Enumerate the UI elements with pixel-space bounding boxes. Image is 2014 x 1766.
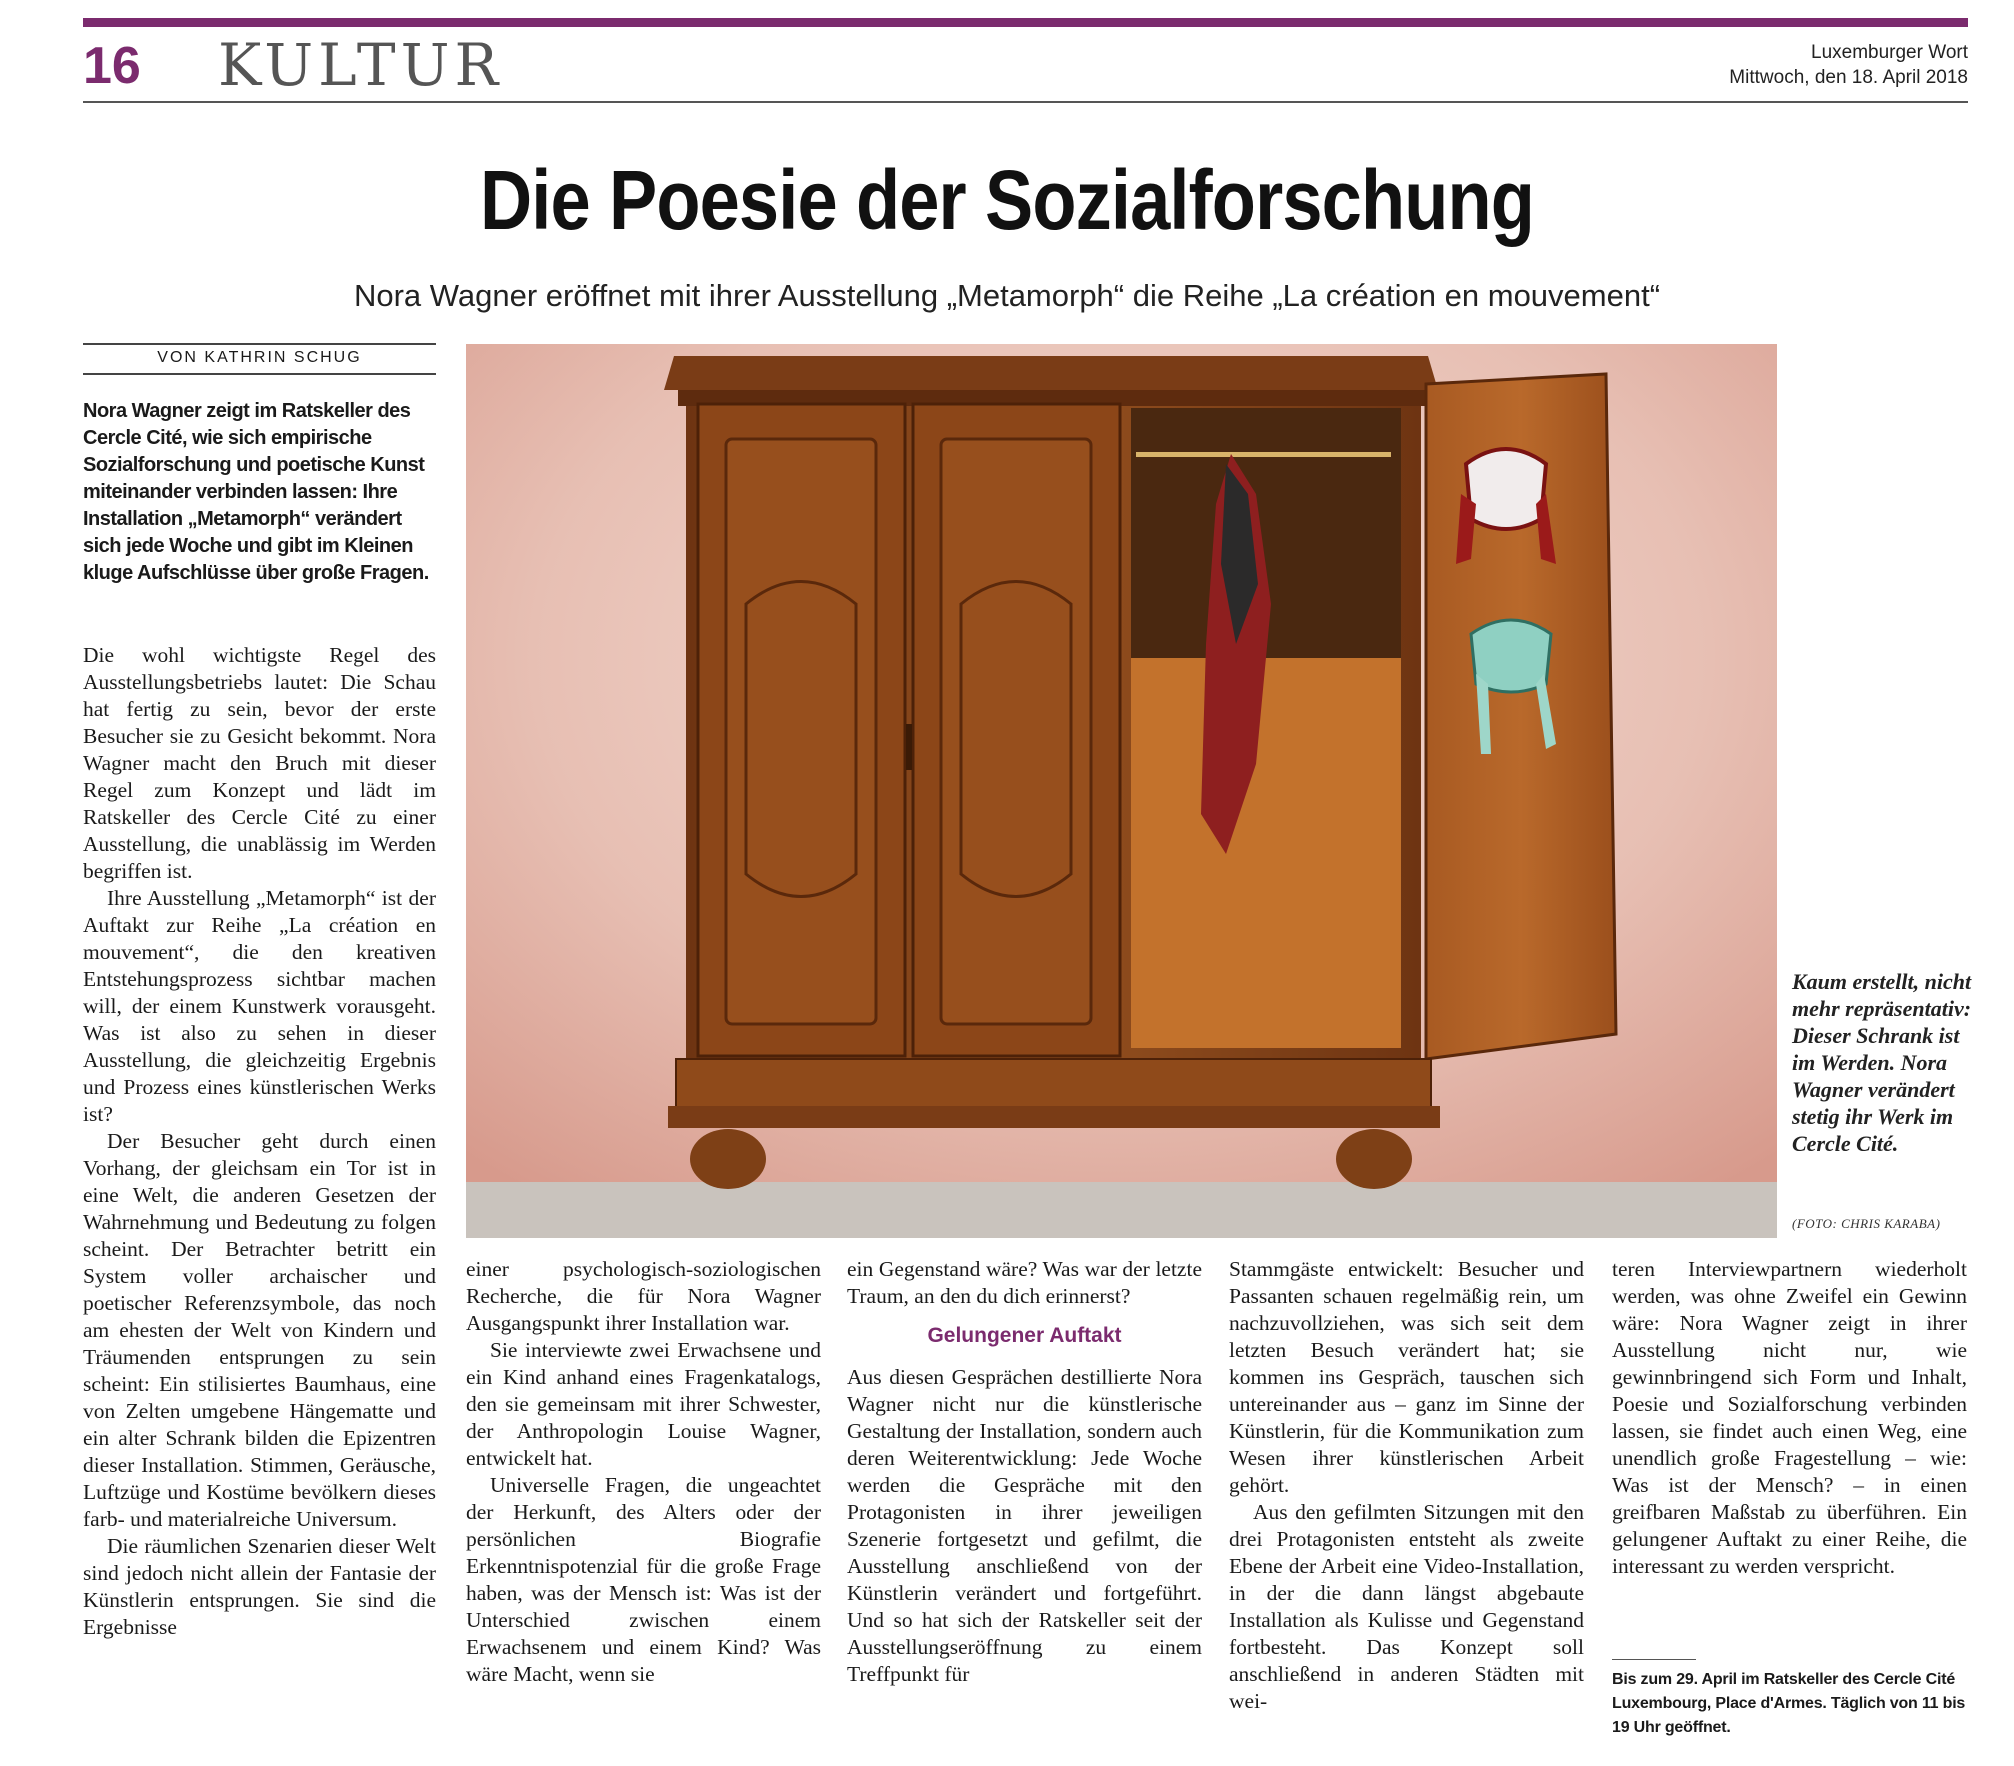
photo-caption: Kaum erstellt, nicht mehr repräsentativ: Dieser Schrank ist im Werden. Nora Wagner verändert stetig ihr Werk im Cercle Cité. — [1792, 969, 1972, 1156]
article-column-3 — [847, 1256, 1202, 1688]
paragraph: Aus den gefilmten Sitzungen mit den drei Protagonisten entsteht als zweite Ebene der Arbeit eine Video-Installation, in der die dann längst abgebaute Installation als Kulisse und Gegenstand fortbesteht. Das Konzept soll anschließend in anderen Städten mit wei- — [1229, 1500, 1584, 1713]
byline-rule-bottom — [83, 373, 436, 375]
section-title: KULTUR — [218, 31, 504, 99]
masthead-info — [1729, 40, 1968, 90]
wardrobe-foot — [1336, 1129, 1412, 1189]
header-rule — [83, 101, 1968, 103]
paragraph: ein Gegenstand wäre? Was war der letzte Traum, an den du dich erinnerst? — [847, 1257, 1202, 1308]
wardrobe-cornice — [664, 356, 1438, 390]
exhibition-info: Bis zum 29. April im Ratskeller des Cercle Cité Luxembourg, Place d'Armes. Täglich von 11 bis 19 Uhr geöffnet. — [1612, 1671, 1966, 1736]
byline-rule-top — [83, 343, 436, 345]
paragraph: Der Besucher geht durch einen Vorhang, der gleichsam ein Tor ist in eine Welt, die anderen Gesetzen der Wahrnehmung und Bedeutung zu folgen scheint. Der Betrachter betritt ein System voller archaischer und poetischer Referenzsymbole, das noch am ehesten der Welt von Kindern und Träumenden entsprungen zu sein scheint: Ein stilisiertes Baumhaus, eine von Zelten umgebene Hängematte und ein alter Schrank bilden die Epizentren dieser Installation. Stimmen, Geräusche, Luftzüge und Kostüme bevölkern dieses farb- und materialreiche Universum. — [83, 1129, 436, 1531]
subheading: Gelungener Auftakt — [927, 1324, 1122, 1347]
newspaper-name: Luxemburger Wort — [1811, 42, 1968, 63]
paragraph: Sie interviewte zwei Erwachsene und ein Kind anhand eines Fragenkatalogs, den sie gemeinsam mit ihrer Schwester, der Anthropologin Louise Wagner, entwickelt hat. — [466, 1338, 821, 1470]
paragraph: teren Interviewpartnern wiederholt werden, was ohne Zweifel ein Gewinn wäre: Nora Wagner zeigt in ihrer Ausstellung nicht nur, wie gewinnbringend sich Form und Inhalt, Poesie und Sozialforschung verbinden lassen, sie findet auch einen Weg, eine unendlich große Fragestellung – wie: Was ist der Mensch? – in einen greifbaren Maßstab zu überführen. Ein gelungener Auftakt zu einer Reihe, die interessant zu werden verspricht. — [1612, 1257, 1967, 1578]
paragraph: Die räumlichen Szenarien dieser Welt sind jedoch nicht allein der Fantasie der Künstlerin entsprungen. Sie sind die Ergebnisse — [83, 1534, 436, 1639]
mask-white-red — [1466, 449, 1546, 529]
header-accent-bar — [83, 18, 1968, 27]
photo-credit: (FOTO: CHRIS KARABA) — [1792, 1216, 1941, 1231]
article-column-1 — [83, 642, 436, 1641]
paragraph: Stammgäste entwickelt: Besucher und Passanten schauen regelmäßig rein, um nachzuvollziehen, was sich seit dem letzten Besuch verändert hat; sie kommen ins Gespräch, tauschen sich untereinander aus – ganz im Sinne der Künstlerin, für die Kommunikation zum Wesen ihrer künstlerischen Arbeit gehört. — [1229, 1257, 1584, 1497]
paragraph: Die wohl wichtigste Regel des Ausstellungsbetriebs lautet: Die Schau hat fertig zu sein, bevor der erste Besucher sie zu Gesicht bekommt. Nora Wagner macht den Bruch mit dieser Regel zum Konzept und lädt im Ratskeller des Cercle Cité zu einer Ausstellung, die unablässig im Werden begriffen ist. — [83, 643, 436, 883]
info-rule — [1612, 1659, 1696, 1660]
headline: Die Poesie der Sozialforschung — [479, 153, 1535, 247]
floor — [466, 1182, 1777, 1238]
article-column-2 — [466, 1256, 821, 1688]
paragraph: Aus diesen Gesprächen destillierte Nora Wagner nicht nur die künstlerische Gestaltung der Installation, sondern auch deren Weiterentwicklung: Jede Woche werden die Gespräche mit den Protagonisten in ihrer jeweiligen Szenerie fortgesetzt und gefilmt, die Ausstellung anschließend von der Künstlerin verändert und fortgeführt. Und so hat sich der Ratskeller seit der Ausstellungseröffnung zu einem Treffpunkt für — [847, 1365, 1202, 1686]
issue-date: Mittwoch, den 18. April 2018 — [1729, 67, 1968, 88]
article-column-4 — [1229, 1256, 1584, 1715]
lead-paragraph: Nora Wagner zeigt im Ratskeller des Cercle Cité, wie sich empirische Sozialforschung und poetische Kunst miteinander verbinden lassen: Ihre Installation „Metamorph“ verändert sich jede Woche und gibt im Kleinen kluge Aufschlüsse über große Fragen. — [83, 400, 429, 584]
article-column-5 — [1612, 1256, 1967, 1580]
paragraph: Ihre Ausstellung „Metamorph“ ist der Auftakt zur Reihe „La création en mouvement“, die den kreativen Entstehungsprozess sichtbar machen will, der einem Kunstwerk vorausgeht. Was ist also zu sehen in dieser Ausstellung, die gleichzeitig Ergebnis und Prozess eines künstlerischen Werks ist? — [83, 886, 436, 1126]
wardrobe-foot — [690, 1129, 766, 1189]
page-number: 16 — [83, 37, 141, 95]
paragraph: Universelle Fragen, die ungeachtet der Herkunft, des Alters oder der persönlichen Biografie Erkenntnispotenzial für die große Frage haben, was der Mensch ist: Was ist der Unterschied zwischen einem Erwachsenem und einem Kind? Was wäre Macht, wenn sie — [466, 1473, 821, 1686]
byline: VON KATHRIN SCHUG — [157, 349, 362, 366]
paragraph: einer psychologisch-soziologischen Recherche, die für Nora Wagner Ausgangspunkt ihrer Installation war. — [466, 1257, 821, 1335]
wardrobe-plinth — [676, 1059, 1431, 1109]
article-photo — [466, 344, 1777, 1238]
subheadline: Nora Wagner eröffnet mit ihrer Ausstellung „Metamorph“ die Reihe „La création en mouvement“ — [353, 278, 1661, 313]
